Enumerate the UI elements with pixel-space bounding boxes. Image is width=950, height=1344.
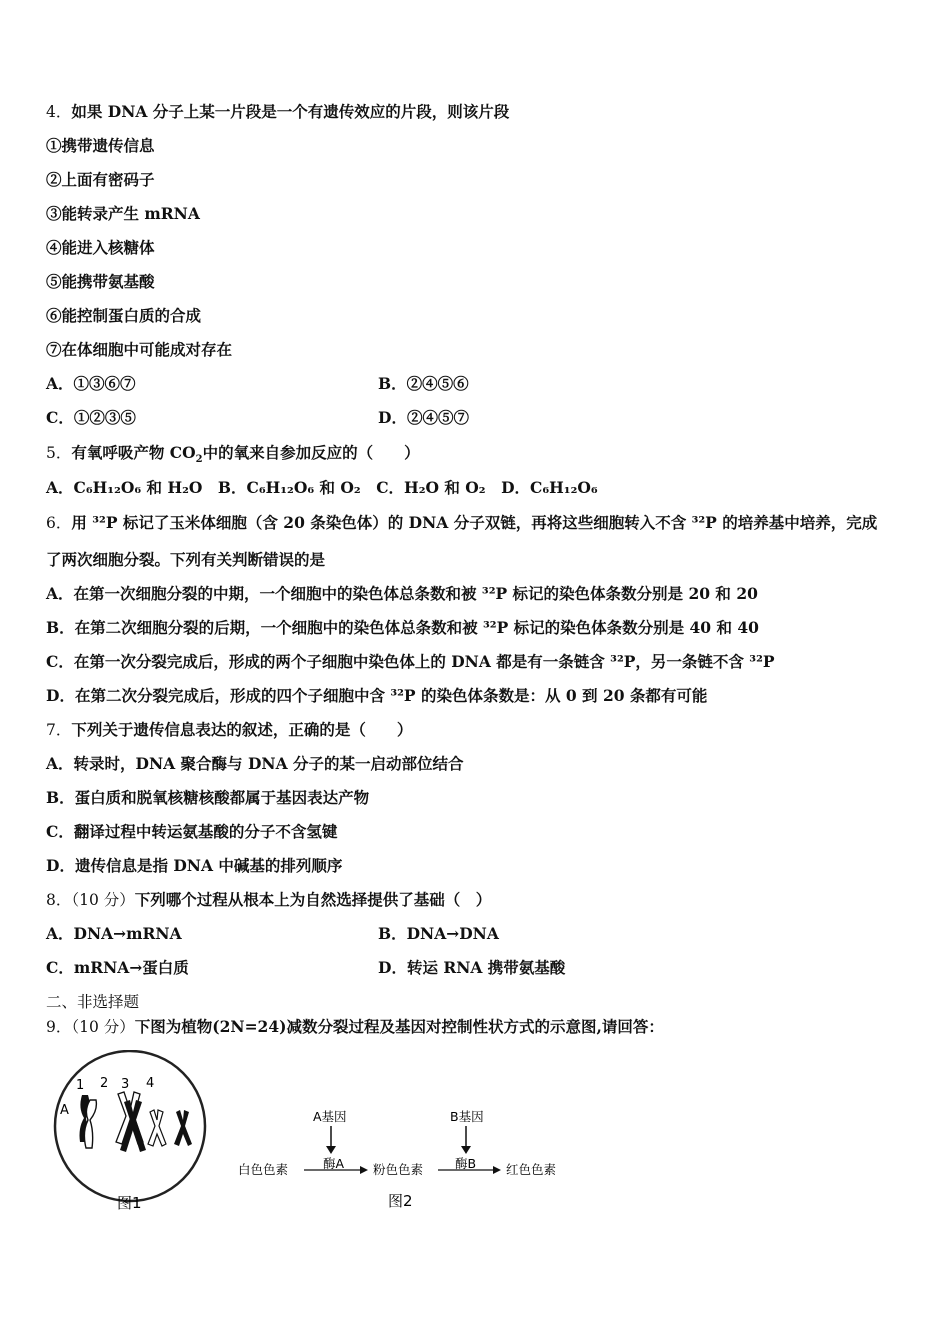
figure-2-caption: 图2 (388, 1192, 413, 1210)
q5-stem-post: 中的氧来自参加反应的（ ） (202, 443, 420, 462)
white-pigment-label: 白色色素 (238, 1162, 289, 1177)
q7-number: 7． (46, 721, 72, 739)
q6-option-d: D．在第二次分裂完成后，形成的四个子细胞中含 ³²P 的染色体条数是：从 0 到 20 条都有可能 (46, 686, 708, 705)
pink-pigment-label: 粉色色素 (373, 1162, 424, 1177)
figure-1 (55, 1051, 205, 1212)
q4-stem-line (46, 102, 509, 122)
q5-number: 5． (46, 444, 72, 462)
q8-stem-line (46, 890, 491, 910)
q4-option-d: D．②④⑤⑦ (378, 408, 469, 427)
gene-b-label: B基因 (450, 1109, 484, 1124)
q6-stem-1: 用 ³²P 标记了玉米体细胞（含 20 条染色体）的 DNA 分子双链，再将这些细胞转入不含 ³²P 的培养基中培养，完成 (71, 513, 878, 532)
q4-option-b: B．②④⑤⑥ (378, 374, 469, 393)
q6-option-c: C．在第一次分裂完成后，形成的两个子细胞中染色体上的 DNA 都是有一条链含 ³²P，另一条链不含 ³²P (46, 652, 775, 671)
q8-option-c: C．mRNA→蛋白质 (46, 958, 189, 977)
chromosome-5-shape (148, 1110, 166, 1146)
q7-option-b: B．蛋白质和脱氧核糖核酸都属于基因表达产物 (46, 788, 370, 807)
figure-2 (238, 1109, 556, 1210)
figure-1-caption: 图1 (117, 1194, 142, 1212)
red-pigment-label: 红色色素 (506, 1162, 557, 1177)
q4-option-a: A．①③⑥⑦ (46, 374, 136, 393)
gene-a-label: A基因 (313, 1109, 347, 1124)
q5-stem-pre: 有氧呼吸产物 CO (71, 443, 196, 462)
section-heading: 二、非选择题 (46, 993, 140, 1011)
chromosome-6-shape (174, 1110, 192, 1146)
arrow-white-to-pink-head (360, 1166, 368, 1174)
q4-item-4: ④能进入核糖体 (46, 238, 155, 257)
chromosome-label-2: 2 (100, 1076, 109, 1091)
gene-b-arrow-head (461, 1146, 471, 1154)
q9-score: （10 分） (71, 1018, 135, 1036)
q9-number: 9． (46, 1018, 72, 1036)
q6-option-b: B．在第二次细胞分裂的后期，一个细胞中的染色体总条数和被 ³²P 标记的染色体条数分别是 40 和 40 (46, 618, 759, 637)
q4-item-1: ①携带遗传信息 (46, 136, 155, 155)
q4-item-7: ⑦在体细胞中可能成对存在 (46, 340, 233, 359)
q9-stem-line (46, 1017, 664, 1037)
q8-option-a: A．DNA→mRNA (46, 924, 182, 943)
enzyme-a-label: 酶A (323, 1156, 345, 1171)
q8-option-d: D．转运 RNA 携带氨基酸 (378, 958, 566, 977)
figure-svg (0, 1050, 950, 1230)
q4-item-2: ②上面有密码子 (46, 170, 155, 189)
q7-stem-line (46, 720, 412, 740)
enzyme-b-label: 酶B (455, 1156, 477, 1171)
q5-stem-line (46, 443, 420, 470)
gene-a-arrow-head (326, 1146, 336, 1154)
q8-score: （10 分） (71, 891, 135, 909)
chromosome-label-4: 4 (146, 1076, 155, 1091)
chromosome-label-3: 3 (121, 1077, 130, 1092)
q5-options: A．C₆H₁₂O₆ 和 H₂O B．C₆H₁₂O₆ 和 O₂ C．H₂O 和 O₂ D．C₆H₁₂O₆ (46, 478, 598, 497)
q6-number: 6． (46, 514, 72, 532)
q6-stem-line-1 (46, 513, 877, 533)
q7-option-c: C．翻译过程中转运氨基酸的分子不含氢键 (46, 822, 338, 841)
q7-option-a: A．转录时，DNA 聚合酶与 DNA 分子的某一启动部位结合 (46, 754, 464, 773)
q7-stem: 下列关于遗传信息表达的叙述，正确的是（ ） (71, 720, 413, 739)
q8-number: 8． (46, 891, 72, 909)
q7-option-d: D．遗传信息是指 DNA 中碱基的排列顺序 (46, 856, 343, 875)
q4-number: 4． (46, 103, 72, 121)
q6-option-a: A．在第一次细胞分裂的中期，一个细胞中的染色体总条数和被 ³²P 标记的染色体条数分别是 20 和 20 (46, 584, 758, 603)
q4-item-3: ③能转录产生 mRNA (46, 204, 200, 223)
chromosome-label-1: 1 (76, 1078, 85, 1093)
q4-stem: 如果 DNA 分子上某一片段是一个有遗传效应的片段，则该片段 (71, 102, 510, 121)
q4-option-c: C．①②③⑤ (46, 408, 136, 427)
q4-item-6: ⑥能控制蛋白质的合成 (46, 306, 202, 325)
arrow-pink-to-red-head (493, 1166, 501, 1174)
figure-area (0, 1050, 950, 1230)
q5-stem-sub: 2 (195, 454, 203, 466)
q6-stem-line-2: 了两次细胞分裂。下列有关判断错误的是 (46, 550, 326, 569)
q8-stem: 下列哪个过程从根本上为自然选择提供了基础（ ） (134, 890, 492, 909)
q8-option-b: B．DNA→DNA (378, 924, 499, 943)
gene-label-a: A (60, 1103, 69, 1118)
q4-item-5: ⑤能携带氨基酸 (46, 272, 155, 291)
q9-stem: 下图为植物(2N=24)减数分裂过程及基因对控制性状方式的示意图,请回答： (134, 1017, 664, 1036)
